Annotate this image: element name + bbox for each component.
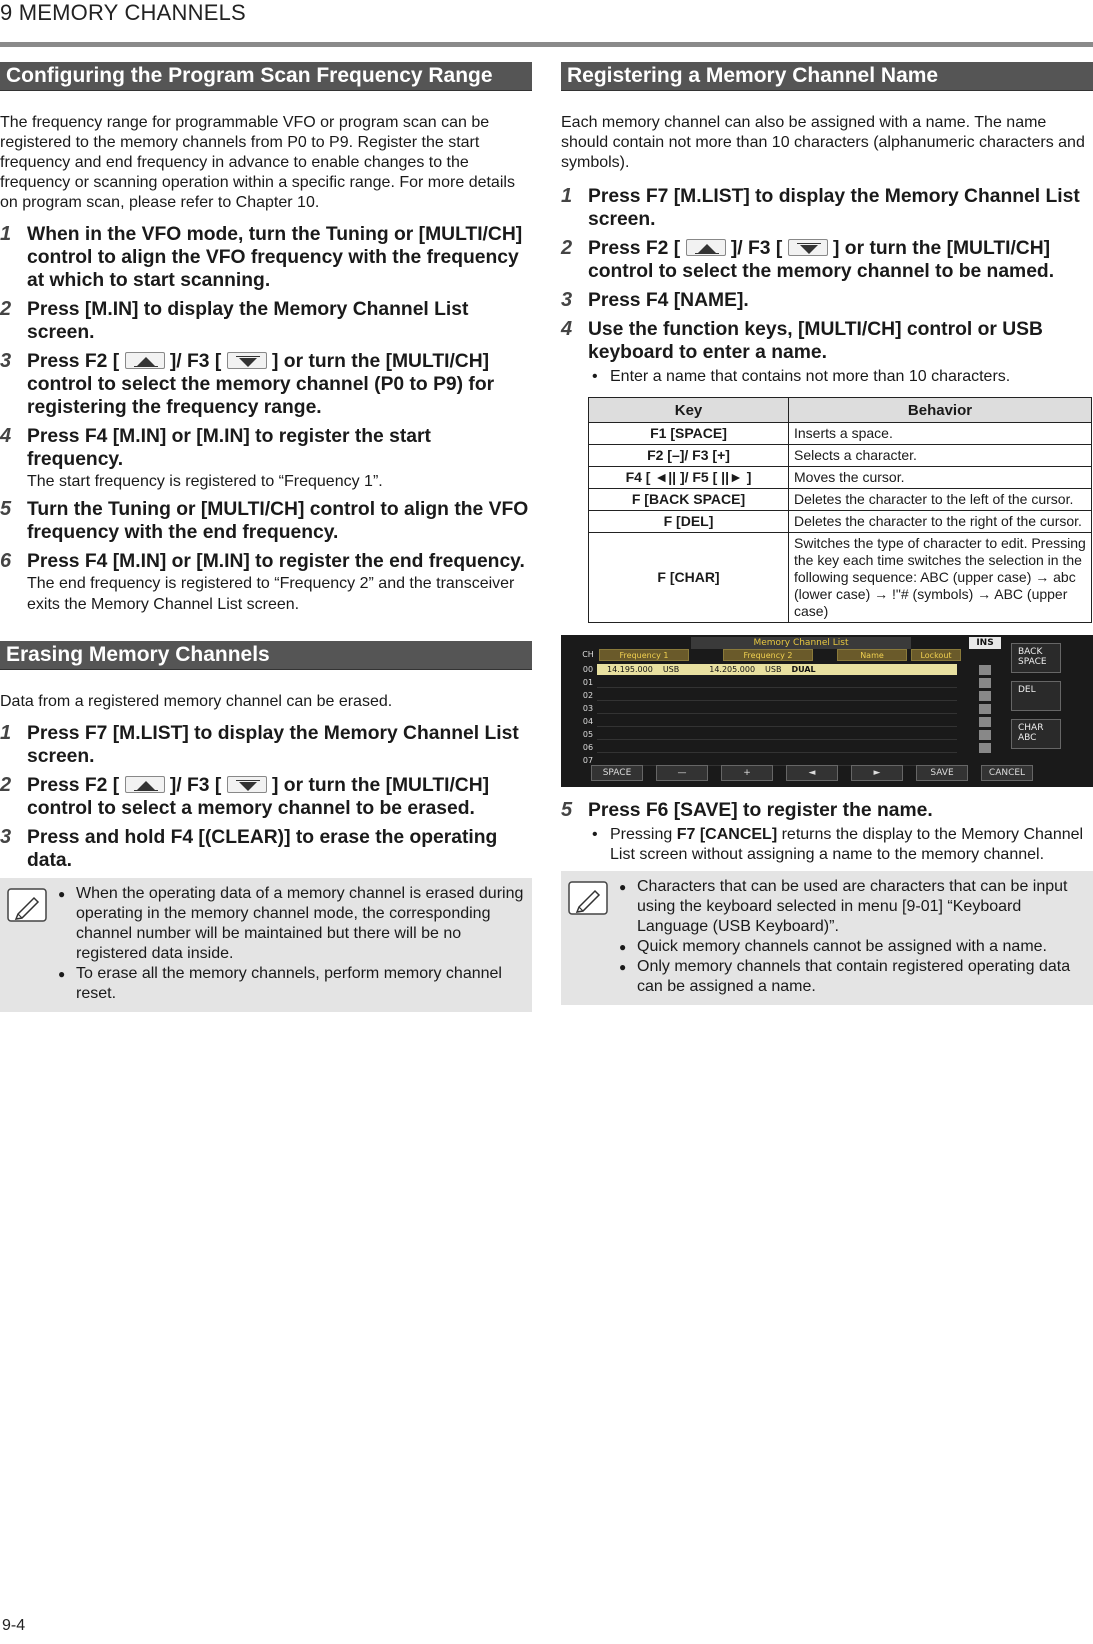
lockout-box — [979, 717, 991, 727]
channel-number: 04 — [582, 717, 594, 726]
step-number: 6 — [0, 550, 12, 572]
channel-row-selected — [579, 663, 999, 676]
lockout-box — [979, 743, 991, 753]
pencil-note-icon — [4, 886, 52, 926]
bullet-text-bold: F7 [CANCEL] — [676, 826, 778, 843]
section-heading-erasing: Erasing Memory Channels — [0, 641, 532, 670]
step-text: Press F7 [M.LIST] to display the Memory Channel List screen. — [27, 723, 519, 767]
lockout-box — [979, 730, 991, 740]
step-text: Press and hold F4 [(CLEAR)] to erase the operating data. — [27, 827, 498, 871]
step-text-part: ]/ F3 [ — [169, 351, 222, 372]
table-row — [589, 467, 1092, 489]
step — [0, 350, 532, 419]
table-cell-key: F1 [SPACE] — [589, 423, 789, 445]
bullet-text: Enter a name that contains not more than 10 characters. — [610, 368, 1011, 385]
step-note: The start frequency is registered to “Frequency 1”. — [27, 473, 383, 490]
key-behavior-table — [588, 397, 1092, 623]
table-cell-behavior: Deletes the character to the left of the cursor. — [789, 489, 1092, 511]
cancel-fkey: CANCEL — [981, 765, 1033, 781]
col-name: Name — [837, 649, 907, 661]
channel-number: 02 — [582, 691, 594, 700]
header-rule — [0, 42, 1093, 47]
note-text: Quick memory channels cannot be assigned with a name. — [637, 938, 1047, 955]
step-text: Press F7 [M.LIST] to display the Memory Channel List screen. — [588, 186, 1080, 230]
step-text-part: ] or turn the [MULTI/CH] control to select the memory channel (P0 to P9) for registering the frequency range. — [27, 351, 495, 418]
up-arrow-key-icon — [125, 776, 165, 793]
note-item: ● Only memory channels that contain registered operating data can be assigned a name. — [613, 957, 1089, 997]
erasing-note-box — [0, 878, 532, 1012]
step-text — [27, 774, 532, 820]
registering-step-5 — [561, 799, 1093, 865]
step-text-part: ] or turn the [MULTI/CH] control to select the memory channel to be named. — [588, 238, 1055, 282]
note-text: To erase all the memory channels, perform memory channel reset. — [76, 965, 502, 1002]
table-cell-key: F2 [–]/ F3 [+] — [589, 445, 789, 467]
note-text: Characters that can be used are characters that can be input using the keyboard selected in menu [9-01] “Keyboard Language (USB Keyboard)”. — [637, 878, 1068, 935]
pencil-note-icon — [565, 879, 613, 919]
step-text: Turn the Tuning or [MULTI/CH] control to align the VFO frequency with the end frequency. — [27, 499, 529, 543]
col-frequency-2: Frequency 2 — [723, 649, 813, 661]
step-number: 4 — [561, 318, 573, 340]
channel-rows — [579, 663, 999, 767]
down-arrow-key-icon — [788, 239, 828, 256]
channel-number: 01 — [582, 678, 594, 687]
channel-number: 07 — [582, 756, 594, 765]
step-text: Press F4 [M.IN] or [M.IN] to register the start frequency. — [27, 426, 431, 470]
bullet-text-part: Pressing — [610, 826, 677, 843]
step-number: 3 — [0, 350, 12, 372]
down-arrow-key-icon — [227, 776, 267, 793]
step-number: 2 — [0, 298, 12, 320]
step-number: 1 — [0, 722, 12, 744]
step-number: 1 — [561, 185, 573, 207]
note-item: ● Characters that can be used are characters that can be input using the keyboard selected in menu [9-01] “Keyboard Language (USB Keyboard)”. — [613, 877, 1089, 937]
channel-row — [579, 702, 999, 715]
table-cell-behavior: Inserts a space. — [789, 423, 1092, 445]
bullet-text — [610, 825, 1093, 865]
step-number: 2 — [0, 774, 12, 796]
table-header-key: Key — [589, 398, 789, 423]
step-number: 3 — [0, 826, 12, 848]
screen-title: Memory Channel List — [691, 637, 911, 649]
step-text: Use the function keys, [MULTI/CH] control or USB keyboard to enter a name. — [588, 319, 1043, 363]
channel-row — [579, 676, 999, 689]
step-number: 5 — [0, 498, 12, 520]
up-arrow-key-icon — [686, 239, 726, 256]
space-fkey: SPACE — [591, 765, 643, 781]
table-cell-behavior: Deletes the character to the right of the cursor. — [789, 511, 1092, 533]
step-text-part: ]/ F3 [ — [169, 775, 222, 796]
ins-indicator: INS — [969, 637, 1001, 649]
lockout-box — [979, 704, 991, 714]
step-text: Press F4 [M.IN] or [M.IN] to register the end frequency. — [27, 551, 525, 572]
step-number: 4 — [0, 425, 12, 447]
step-bullet: • Enter a name that contains not more than 10 characters. — [592, 368, 1011, 385]
frequency-1-value: 14.195.000 — [607, 665, 653, 674]
step — [0, 550, 532, 615]
step-number: 1 — [0, 223, 12, 245]
step — [0, 826, 532, 872]
table-cell-key: F [BACK SPACE] — [589, 489, 789, 511]
left-column — [0, 62, 532, 1012]
channel-row — [579, 689, 999, 702]
function-key-bar — [591, 765, 1051, 781]
mode-1-value: USB — [662, 665, 680, 674]
step-text-part: ]/ F3 [ — [730, 238, 783, 259]
right-column — [561, 62, 1093, 1005]
step-text: Press F4 [NAME]. — [588, 290, 749, 311]
step — [0, 498, 532, 544]
save-fkey: SAVE — [916, 765, 968, 781]
step — [561, 237, 1093, 283]
mode-2-value: USB — [765, 665, 782, 674]
step — [561, 289, 1093, 312]
cursor-right-fkey: ► — [851, 765, 903, 781]
table-cell-key: F [DEL] — [589, 511, 789, 533]
note-text: When the operating data of a memory channel is erased during operating in the memory channel mode, the corresponding channel number will be maintained but there will be no registered data inside. — [76, 885, 524, 962]
step-bullet: • Pressing F7 [CANCEL] returns the display to the Memory Channel List screen without assigning a name to the memory channel. — [588, 825, 1093, 865]
step-text-part: Press F2 [ — [588, 238, 681, 259]
table-cell-key: F4 [ ◄|| ]/ F5 [ ||► ] — [589, 467, 789, 489]
step — [0, 223, 532, 292]
col-ch: CH — [582, 650, 594, 659]
table-row — [589, 445, 1092, 467]
lockout-box — [979, 665, 991, 675]
table-cell-behavior: Moves the cursor. — [789, 467, 1092, 489]
channel-number: 00 — [582, 665, 594, 674]
step-text: When in the VFO mode, turn the Tuning or [MULTI/CH] control to align the VFO frequency with the frequency at which to start scanning. — [27, 224, 523, 291]
minus-fkey: — — [656, 765, 708, 781]
step-text-part: Press F2 [ — [27, 775, 120, 796]
step-number: 3 — [561, 289, 573, 311]
bullet-text-part: returns the display to the Memory Channel List screen without assigning a name to the memory channel. — [610, 826, 1084, 863]
step — [0, 425, 532, 492]
chapter-header: 9 MEMORY CHANNELS — [0, 0, 246, 25]
note-text: Only memory channels that contain registered operating data can be assigned a name. — [637, 958, 1071, 995]
frequency-2-value: 14.205.000 — [709, 665, 756, 674]
note-item: ● Quick memory channels cannot be assigned with a name. — [619, 938, 1047, 955]
table-row — [589, 511, 1092, 533]
table-header-behavior: Behavior — [789, 398, 1092, 423]
table-row — [589, 489, 1092, 511]
step — [561, 185, 1093, 231]
program-scan-steps — [0, 223, 532, 615]
program-scan-intro: The frequency range for programmable VFO or program scan can be registered to the memory channels from P0 to P9. Register the start frequency and end frequency in advance to enable changes to the frequency or scanning operation within a specific range. For more details on program scan, please refer to Chapter 10. — [0, 114, 515, 211]
channel-row — [579, 728, 999, 741]
erasing-steps — [0, 722, 532, 872]
channel-name-value: DUAL — [791, 665, 816, 674]
registering-intro: Each memory channel can also be assigned with a name. The name should contain not more than 10 characters (alphanumeric characters and symbols). — [561, 114, 1085, 171]
step-text — [588, 237, 1093, 283]
screen-column-headers — [581, 649, 1001, 663]
step-number: 5 — [561, 799, 573, 821]
down-arrow-key-icon — [227, 352, 267, 369]
step — [0, 774, 532, 820]
lockout-box — [979, 691, 991, 701]
channel-number: 06 — [582, 743, 594, 752]
registering-note-box — [561, 871, 1093, 1005]
lockout-box — [979, 678, 991, 688]
channel-number: 03 — [582, 704, 594, 713]
cursor-left-fkey: ◄ — [786, 765, 838, 781]
table-cell-behavior: Selects a character. — [789, 445, 1092, 467]
step-note: The end frequency is registered to “Frequency 2” and the transceiver exits the Memory Channel List screen. — [27, 575, 515, 613]
del-softkey: DEL — [1011, 681, 1061, 711]
back-space-softkey: BACK SPACE — [1011, 643, 1061, 673]
step — [0, 722, 532, 768]
section-heading-registering-name: Registering a Memory Channel Name — [561, 62, 1093, 91]
table-row — [589, 533, 1092, 623]
page-number: 9-4 — [2, 1617, 26, 1634]
note-item: ● To erase all the memory channels, perform memory channel reset. — [52, 964, 528, 1004]
step-text: Press F6 [SAVE] to register the name. — [588, 800, 933, 821]
erasing-intro: Data from a registered memory channel can be erased. — [0, 693, 393, 710]
plus-fkey: + — [721, 765, 773, 781]
channel-number: 05 — [582, 730, 594, 739]
memory-channel-list-screenshot — [561, 635, 1093, 787]
step — [561, 318, 1093, 387]
step-text-part: Press F2 [ — [27, 351, 120, 372]
col-lockout: Lockout — [911, 649, 961, 661]
step — [561, 799, 1093, 865]
step-text: Press [M.IN] to display the Memory Channel List screen. — [27, 299, 469, 343]
step-text — [27, 350, 532, 419]
table-cell-behavior: Switches the type of character to edit. Pressing the key each time switches the selection in the following sequence: ABC (upper case) → abc (lower case) → !"# (symbols) → ABC (upper case) — [789, 533, 1092, 623]
channel-row — [579, 715, 999, 728]
registering-steps — [561, 185, 1093, 387]
step — [0, 298, 532, 344]
up-arrow-key-icon — [125, 352, 165, 369]
table-cell-key: F [CHAR] — [589, 533, 789, 623]
col-frequency-1: Frequency 1 — [599, 649, 689, 661]
channel-row — [579, 741, 999, 754]
note-item: ● When the operating data of a memory channel is erased during operating in the memory channel mode, the corresponding channel number will be maintained but there will be no registered data inside. — [52, 884, 528, 964]
table-row — [589, 423, 1092, 445]
char-abc-softkey: CHAR ABC — [1011, 719, 1061, 749]
step-text-part: ] or turn the [MULTI/CH] control to select a memory channel to be erased. — [27, 775, 490, 819]
section-heading-program-scan: Configuring the Program Scan Frequency Range — [0, 62, 532, 91]
step-number: 2 — [561, 237, 573, 259]
